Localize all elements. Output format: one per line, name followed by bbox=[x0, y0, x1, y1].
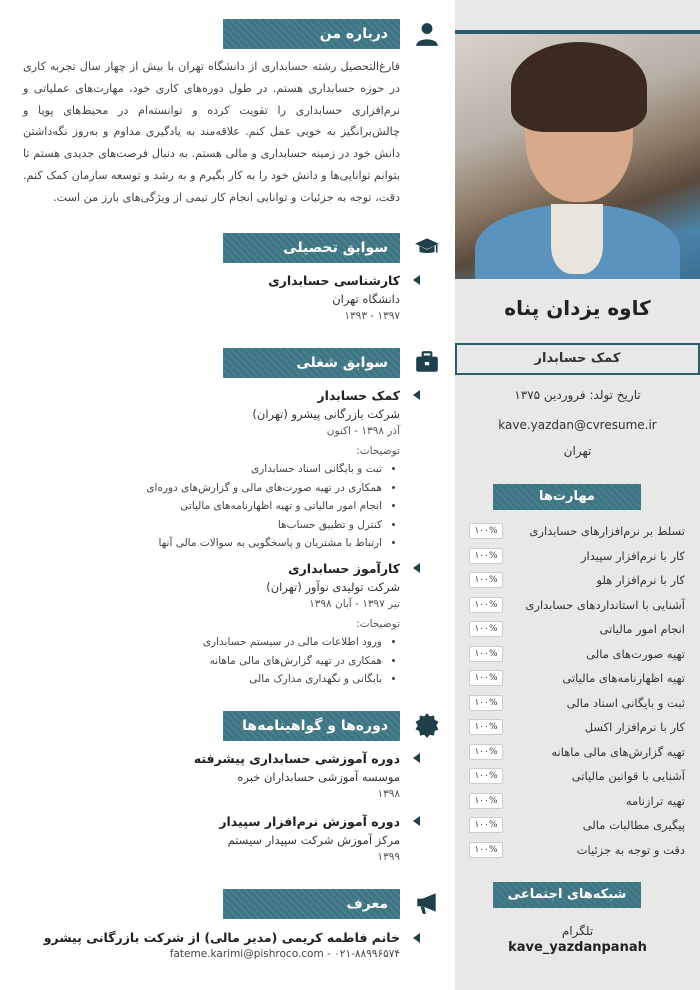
skill-level: ۱۰۰% bbox=[469, 719, 503, 735]
bullet-arrow-icon bbox=[413, 816, 420, 826]
education-entry bbox=[20, 272, 420, 325]
course-org: مرکز آموزش شرکت سپیدار سیستم bbox=[227, 833, 400, 847]
skill-name: تهیه اظهارنامه‌های مالیاتی bbox=[562, 671, 685, 686]
bullet-arrow-icon bbox=[413, 563, 420, 573]
bullet-arrow-icon bbox=[413, 753, 420, 763]
skill-item bbox=[469, 838, 685, 863]
work-title: کارآموز حسابداری bbox=[288, 561, 400, 576]
work-notes-label: توضیحات: bbox=[356, 445, 400, 457]
skill-level: ۱۰۰% bbox=[469, 646, 503, 662]
skill-level: ۱۰۰% bbox=[469, 621, 503, 637]
skill-level: ۱۰۰% bbox=[469, 695, 503, 711]
education-title: کارشناسی حسابداری bbox=[268, 273, 400, 288]
job-title-box: کمک حسابدار bbox=[455, 343, 700, 375]
about-text: فارغ‌التحصیل رشته حسابداری از دانشگاه تهران با بیش از چهار سال تجربه کاری در حوزه حسابداری هستم. در طول دوره‌های کاری خود، مهارت‌های عملیاتی و نرم‌افزاری حسابداری را تقویت کرده و توانسته‌ام در محیط‌های پویا و چالش‌برانگیز به خوبی عمل کنم. علاقه‌مند به یادگیری مداوم و به‌روز نگه‌داشتن دانش خود در زمینه حسابداری و مالی هستم. به دنبال فرصت‌های جدیدی هستم تا بتوانم توانایی‌ها و دانش خود را به کار بگیرم و به رشد و توسعه سازمان کمک کنم. دقت، توجه به جزئیات و توانایی انجام کار تیمی از ویژگی‌های بارز من است. bbox=[23, 60, 400, 204]
skill-name: تهیه صورت‌های مالی bbox=[586, 646, 685, 661]
course-entry bbox=[20, 750, 420, 803]
profile-name: کاوه یزدان پناه bbox=[504, 296, 651, 320]
duty-item: • کنترل و تطبیق حساب‌ها bbox=[20, 516, 382, 535]
reference-contact[interactable]: fateme.karimi@pishroco.com - ۰۲۱-۸۸۹۹۶۵۷۴ bbox=[169, 948, 400, 960]
education-date: ۱۳۹۷ - ۱۳۹۳ bbox=[344, 310, 400, 322]
reference-heading: معرف bbox=[223, 889, 400, 919]
skill-level: ۱۰۰% bbox=[469, 768, 503, 784]
briefcase-icon bbox=[414, 349, 440, 375]
photo-hair bbox=[511, 42, 647, 132]
skill-item bbox=[469, 666, 685, 691]
skill-name: دقت و توجه به جزئیات bbox=[576, 842, 685, 857]
skill-level: ۱۰۰% bbox=[469, 793, 503, 809]
duty-item: • همکاری در تهیه صورت‌های مالی و گزارش‌های دوره‌ای bbox=[20, 479, 382, 498]
skill-item bbox=[469, 789, 685, 814]
skill-level: ۱۰۰% bbox=[469, 842, 503, 858]
skill-name: پیگیری مطالبات مالی bbox=[582, 818, 685, 833]
skill-item bbox=[469, 593, 685, 618]
duty-item: • همکاری در تهیه گزارش‌های مالی ماهانه bbox=[20, 652, 382, 671]
social-label: تلگرام bbox=[561, 924, 594, 938]
duty-item: • ثبت و بایگانی اسناد حسابداری bbox=[20, 460, 382, 479]
skill-item bbox=[469, 544, 685, 569]
work-org: شرکت بازرگانی پیشرو (تهران) bbox=[252, 407, 400, 421]
social-link[interactable]: kave_yazdanpanah bbox=[508, 940, 647, 955]
skill-item bbox=[469, 617, 685, 642]
course-entry bbox=[20, 813, 420, 866]
skill-name: کار با نرم‌افزار سپیدار bbox=[580, 548, 685, 563]
skill-level: ۱۰۰% bbox=[469, 572, 503, 588]
graduation-cap-icon bbox=[414, 234, 440, 260]
work-notes-label: توضیحات: bbox=[356, 618, 400, 630]
skill-item bbox=[469, 568, 685, 593]
skills-heading: مهارت‌ها bbox=[493, 484, 641, 510]
course-title: دوره آموزش نرم‌افزار سپیدار bbox=[219, 814, 400, 829]
skill-level: ۱۰۰% bbox=[469, 817, 503, 833]
skill-name: آشنایی با قوانین مالیاتی bbox=[571, 769, 685, 784]
work-title: کمک حسابدار bbox=[317, 388, 400, 403]
skill-level: ۱۰۰% bbox=[469, 523, 503, 539]
work-entry bbox=[20, 560, 420, 689]
social-heading: شبکه‌های اجتماعی bbox=[493, 882, 641, 908]
city: تهران bbox=[563, 444, 592, 458]
skill-name: تهیه ترازنامه bbox=[625, 793, 685, 808]
skill-item bbox=[469, 764, 685, 789]
education-heading: سوابق تحصیلی bbox=[223, 233, 400, 263]
bullet-arrow-icon bbox=[413, 390, 420, 400]
skill-name: ثبت و بایگانی اسناد مالی bbox=[566, 695, 685, 710]
skill-level: ۱۰۰% bbox=[469, 670, 503, 686]
skill-name: انجام امور مالیاتی bbox=[599, 622, 685, 637]
course-date: ۱۳۹۸ bbox=[377, 788, 400, 800]
course-date: ۱۳۹۹ bbox=[377, 851, 400, 863]
skill-name: آشنایی با استانداردهای حسابداری bbox=[525, 597, 685, 612]
bullet-arrow-icon bbox=[413, 933, 420, 943]
work-date: تیر ۱۳۹۷ - آبان ۱۳۹۸ bbox=[309, 598, 400, 610]
skill-level: ۱۰۰% bbox=[469, 597, 503, 613]
skill-name: تهیه گزارش‌های مالی ماهانه bbox=[551, 744, 685, 759]
duty-item: • بایگانی و نگهداری مدارک مالی bbox=[20, 670, 382, 689]
sidebar bbox=[455, 0, 700, 990]
skill-item bbox=[469, 519, 685, 544]
about-heading: درباره من bbox=[223, 19, 400, 49]
work-entry bbox=[20, 387, 420, 553]
education-org: دانشگاه تهران bbox=[332, 292, 400, 306]
work-org: شرکت تولیدی نوآور (تهران) bbox=[266, 580, 400, 594]
skill-level: ۱۰۰% bbox=[469, 744, 503, 760]
work-heading: سوابق شغلی bbox=[223, 348, 400, 378]
badge-icon bbox=[414, 712, 440, 738]
bullet-arrow-icon bbox=[413, 275, 420, 285]
work-date: آذر ۱۳۹۸ - اکنون bbox=[326, 425, 400, 437]
duty-item: • انجام امور مالیاتی و تهیه اظهارنامه‌های مالیاتی bbox=[20, 497, 382, 516]
skill-item bbox=[469, 691, 685, 716]
reference-name: خانم فاطمه کریمی (مدیر مالی) از شرکت بازرگانی پیشرو bbox=[43, 930, 400, 945]
work-duties bbox=[20, 460, 382, 553]
profile-photo bbox=[455, 34, 700, 279]
megaphone-icon bbox=[414, 890, 440, 916]
email-link[interactable]: kave.yazdan@cvresume.ir bbox=[498, 418, 657, 432]
birth-date: تاریخ تولد: فروردین ۱۳۷۵ bbox=[514, 388, 641, 402]
skill-name: تسلط بر نرم‌افزارهای حسابداری bbox=[529, 524, 685, 539]
skill-name: کار با نرم‌افزار اکسل bbox=[584, 720, 685, 735]
course-org: موسسه آموزشی حسابداران خبره bbox=[237, 770, 400, 784]
work-duties bbox=[20, 633, 382, 689]
duty-item: • ارتباط با مشتریان و پاسخگویی به سوالات مالی آنها bbox=[20, 534, 382, 553]
skill-level: ۱۰۰% bbox=[469, 548, 503, 564]
skill-name: کار با نرم‌افزار هلو bbox=[596, 573, 685, 588]
photo-collar bbox=[551, 204, 603, 274]
skill-item bbox=[469, 642, 685, 667]
skill-item bbox=[469, 813, 685, 838]
skills-list bbox=[469, 519, 685, 862]
courses-heading: دوره‌ها و گواهینامه‌ها bbox=[223, 711, 400, 741]
skill-item bbox=[469, 740, 685, 765]
user-icon bbox=[414, 21, 440, 47]
course-title: دوره آموزشی حسابداری پیشرفته bbox=[193, 751, 400, 766]
duty-item: • ورود اطلاعات مالی در سیستم حسابداری bbox=[20, 633, 382, 652]
skill-item bbox=[469, 715, 685, 740]
